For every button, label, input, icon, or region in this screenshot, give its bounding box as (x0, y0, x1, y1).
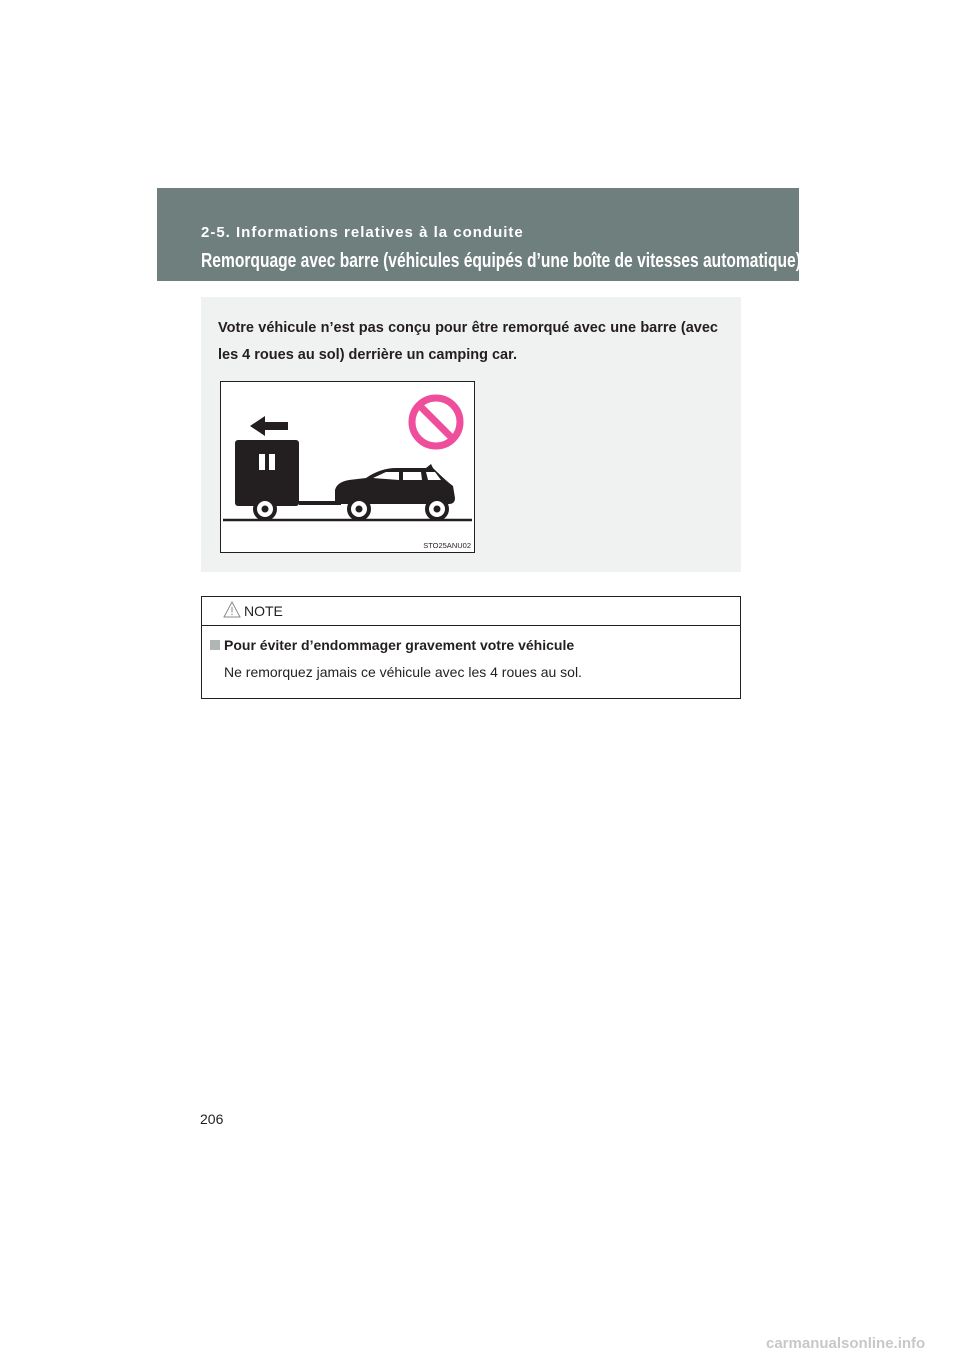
camper-trailer (235, 440, 341, 519)
note-label: NOTE (244, 603, 283, 619)
page-number: 206 (200, 1111, 224, 1127)
info-text: Votre véhicule n’est pas conçu pour être remorqué avec une barre (avec les 4 roues au sol) derrière un camping car. (218, 320, 718, 363)
note-subheading: Pour éviter d’endommager gravement votre véhicule (224, 637, 575, 653)
towed-car (335, 464, 455, 519)
warning-triangle-icon (223, 601, 241, 619)
illustration-code: STO25ANU02 (423, 541, 471, 550)
note-header (202, 597, 740, 626)
towing-diagram (221, 382, 474, 552)
note-body: Ne remorquez jamais ce véhicule avec les 4 roues au sol. (224, 664, 582, 680)
prohibition-icon (412, 398, 460, 446)
info-box (201, 297, 741, 572)
page-title: Remorquage avec barre (véhicules équipés d’une boîte de vitesses automatique) (201, 250, 801, 272)
note-box (201, 596, 741, 699)
bullet-square (210, 640, 220, 650)
section-label: 2-5. Informations relatives à la conduite (201, 224, 524, 241)
section-header (157, 188, 799, 281)
watermark: carmanualsonline.info (766, 1335, 926, 1352)
towing-illustration (220, 381, 475, 553)
left-arrow-icon (250, 416, 288, 436)
